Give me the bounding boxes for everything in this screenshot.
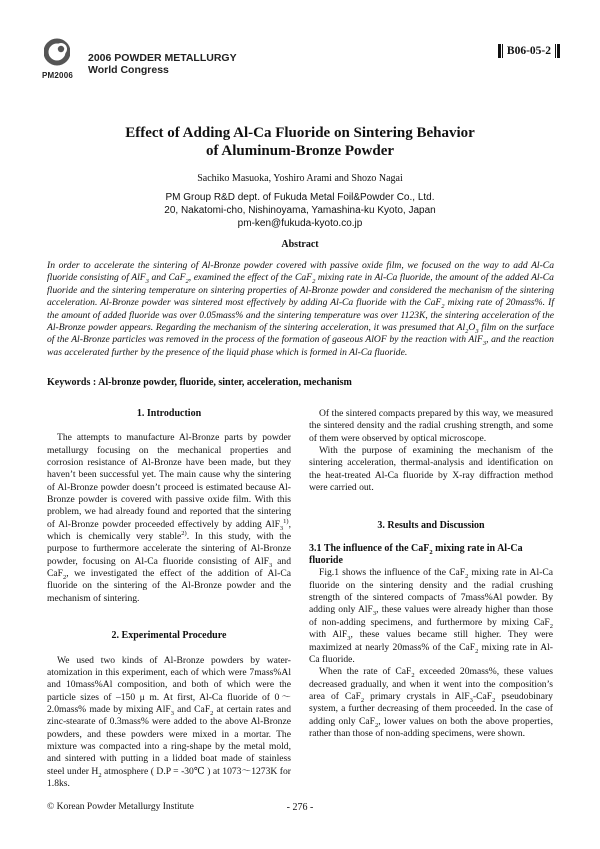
procedure-paragraph-2: With the purpose of examining the mechanism of the sintering acceleration, thermal-analysis and identification on the heat-treated Al-Ca fluoride by X-ray diffraction method were carried out. bbox=[309, 445, 553, 494]
right-column bbox=[309, 408, 553, 740]
conference-line-1: 2006 POWDER METALLURGY bbox=[88, 52, 237, 64]
experimental-paragraph: We used two kinds of Al-Bronze powders by water-atomization in this experiment, each of which were 7mass%Al and 10mass%Al composition, and both of which were the particle sizes of –150 μ m. At first, Al-Ca fluoride of 0～2.0mass% made by mixing AlF$_3$ and CaF$_2$ at certain rates and zinc-stearate of 0.3mass% were added to the above Al-Bronze powders, and these powders were mixed in a mortar. The mixture was compacted into a ring-shape by the metal mold, and sintered with putting in a lidded boat made of stainless steel under $H_2$ atmosphere ( D.P = -30℃ ) at 1073～1273K for 1.8ks. bbox=[47, 654, 292, 789]
paper-code bbox=[498, 44, 560, 58]
results-paragraph-1: Fig.1 shows the influence of the CaF$_2$ mixing rate in Al-Ca fluoride on the sintering density and the radial crushing strength of the sintered compacts of 7mass%Al powder. By adding only AlF$_3$, these values were already higher than those of non-adding specimens, and furthermore by mixing CaF$_2$ with AlF$_3$, these values became still higher. They were maximized at nearly 20mass% of the CaF$_2$ mixing rate in Al-Ca fluoride. bbox=[309, 567, 553, 665]
introduction-paragraph: The attempts to manufacture Al-Bronze parts by powder metallurgy focusing on the mechanical properties and corrosion resistance of Al-Bronze have been made, but they haven’t been successful yet. The main cause why the sintering of Al-Bronze powder doesn’t proceed is estimated because Al-Bronze powder is covered with passive oxide film. With this problem, we had already found and reported that the sintering of Al-Bronze powder proceeded effectively by adding AlF$_3^{1)}$, which is chemically very stable$^{2)}$. In this study, with the purpose to furthermore accelerate the sintering of Al-Bronze powder, focusing on Al-Ca fluoride consisting of AlF$_3$ and CaF$_2$, we investigated the effect of the addition of Al-Ca fluoride on the sintering of the Al-Bronze powder and the mechanism of sintering. bbox=[47, 432, 291, 604]
title-line-1: Effect of Adding Al-Ca Fluoride on Sintering Behavior bbox=[125, 125, 475, 141]
copyright-notice: © Korean Powder Metallurgy Institute bbox=[47, 802, 194, 812]
conference-line-2: World Congress bbox=[88, 64, 169, 76]
affiliation bbox=[0, 191, 600, 230]
abstract-heading: Abstract bbox=[281, 239, 319, 250]
pm-logo-icon bbox=[44, 38, 70, 66]
introduction-heading: 1. Introduction bbox=[136, 408, 202, 419]
conference-name bbox=[88, 52, 237, 76]
keywords: Keywords : Al-bronze powder, fluoride, sinter, acceleration, mechanism bbox=[47, 377, 352, 388]
experimental-heading: 2. Experimental Procedure bbox=[111, 630, 227, 642]
affiliation-line-2: 20, Nakatomi-cho, Nishinoyama, Yamashina-ku Kyoto, Japan bbox=[164, 205, 436, 216]
results-subheading: 3.1 The influence of the CaF$_2$ mixing rate in Al-Ca fluoride bbox=[309, 542, 523, 567]
page-number: - 276 - bbox=[286, 802, 314, 813]
affiliation-line-1: PM Group R&D dept. of Fukuda Metal Foil&Powder Co., Ltd. bbox=[165, 192, 435, 203]
title-line-2: of Aluminum-Bronze Powder bbox=[205, 143, 395, 159]
authors: Sachiko Masuoka, Yoshiro Arami and Shozo Nagai bbox=[197, 173, 403, 184]
affiliation-email: pm-ken@fukuda-kyoto.co.jp bbox=[237, 218, 363, 229]
paper-title bbox=[0, 124, 600, 160]
congress-logo bbox=[40, 38, 74, 86]
results-paragraph-2: When the rate of CaF$_2$ exceeded 20mass%, these values decreased gradually, and when it went into the composition’s area of CaF$_2$ primary crystals in AlF$_3$-CaF$_2$ pseudobinary system, a further decreasing of them proceeded. In the case of adding only CaF$_2$, lower values on both the above properties, rather than those of non-adding specimens, were shown. bbox=[309, 666, 554, 739]
paper-code-text: B06-05-2 bbox=[506, 45, 551, 57]
procedure-paragraph-1: Of the sintered compacts prepared by this way, we measured the sintered density and the radial crushing strength, and some of them were observed by optical microscope. bbox=[309, 408, 553, 444]
abstract-text: In order to accelerate the sintering of Al-Bronze powder covered with passive oxide film, we focused on the way to add Al-Ca fluoride consisting of AlF$_3$ and CaF$_2$, examined the effect of the CaF$_2$ mixing rate in Al-Ca fluoride, the amount of the added Al-Ca fluoride and the sintering temperature on sintering properties of Al-Bronze powder and considered the mechanism of the sintering acceleration. Al-Bronze powder was sintered most effectively by adding Al-Ca fluoride with the CaF$_2$ mixing rate of 20mass%. If the amount of added fluoride was over 0.05mass% and the sintering temperature was over 1123K, the sintering acceleration of the Al-Bronze powder appears. Regarding the mechanism of the sintering acceleration, it was presumed that $Al_2O_3$ film on the surface of the Al-Bronze particles was removed in the process of the formation of gaseous AlOF by the reaction with AlF$_3$, and the reaction was accelerated further by the presence of the liquid phase which is formed in Al-Ca fluoride. bbox=[47, 260, 554, 358]
left-column bbox=[47, 408, 291, 790]
results-heading: 3. Results and Discussion bbox=[377, 520, 485, 532]
logo-text: PM2006 bbox=[42, 71, 73, 80]
